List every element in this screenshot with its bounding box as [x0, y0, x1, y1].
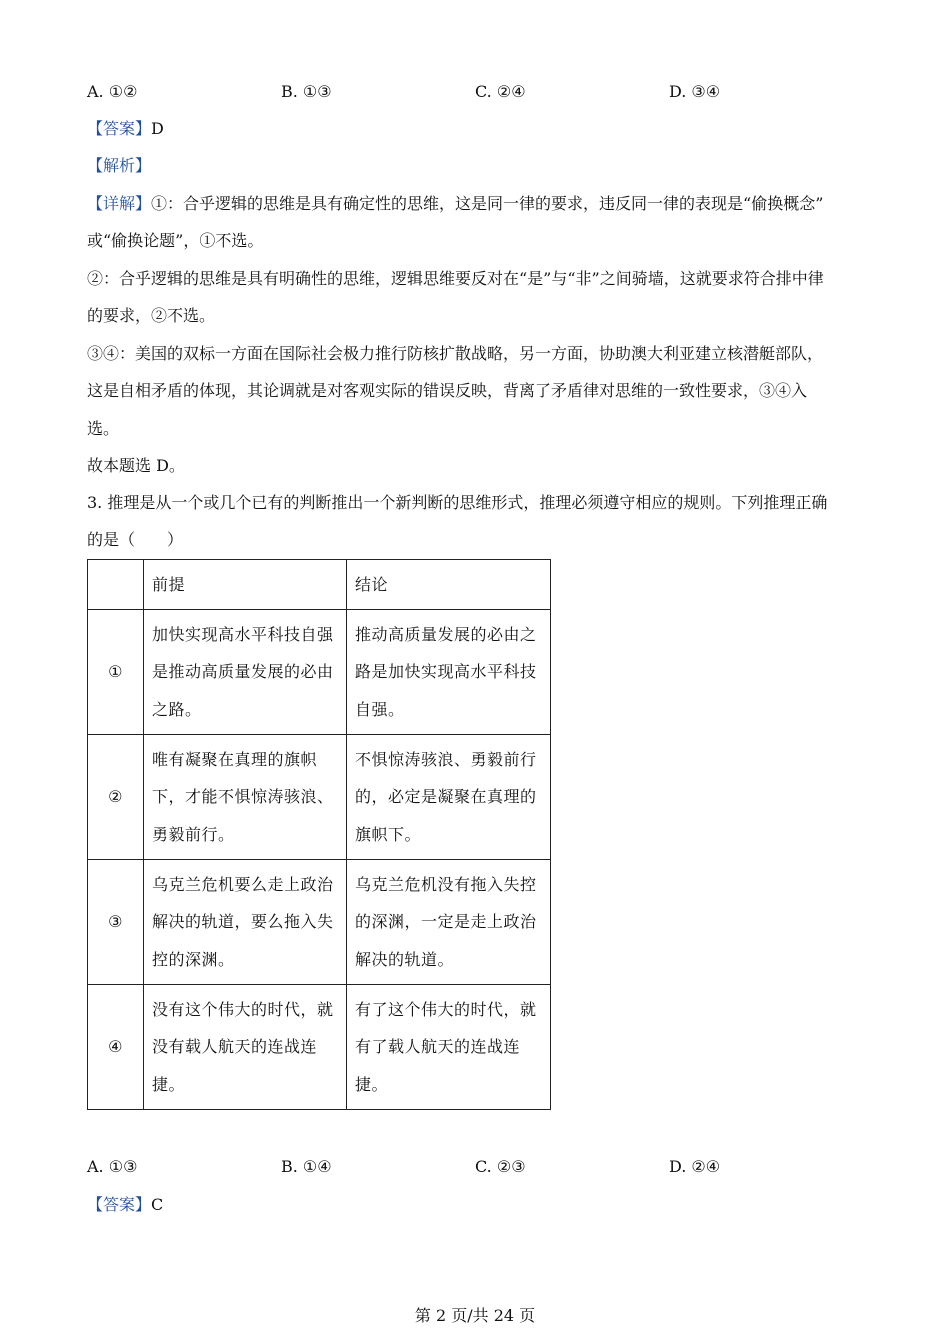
cell-line: 没有载人航天的连战连	[152, 1037, 318, 1057]
q2-option-c: C. ②④	[475, 82, 526, 101]
header-cell-empty	[88, 560, 144, 610]
cell-line: 是推动高质量发展的必由	[152, 662, 334, 682]
page-footer: 第 2 页/共 24 页	[414, 1306, 536, 1325]
cell-line: 唯有凝聚在真理的旗帜	[152, 749, 318, 769]
premise-cell	[144, 735, 347, 860]
cell-line: 推动高质量发展的必由之	[355, 624, 537, 644]
q2-analysis-tag: 【解析】	[87, 156, 152, 175]
answer-value: C	[151, 1195, 164, 1214]
q2-detail-line: 选。	[87, 419, 120, 438]
table-row	[88, 985, 551, 1110]
conclusion-cell	[347, 860, 551, 985]
q2-conclusion: 故本题选 D。	[87, 456, 185, 475]
conclusion-cell	[347, 610, 551, 735]
cell-line: 勇毅前行。	[152, 824, 235, 844]
cell-line: 之路。	[152, 699, 202, 719]
q2-option-a: A. ①②	[87, 82, 138, 101]
row-number: ③	[88, 860, 144, 985]
row-number: ①	[88, 610, 144, 735]
cell-line: 不惧惊涛骇浪、勇毅前行	[355, 749, 537, 769]
q3-answer	[87, 1194, 163, 1216]
q2-option-d: D. ③④	[669, 82, 721, 101]
cell-line: 的，必定是凝聚在真理的	[355, 787, 537, 807]
detail-text: ①：合乎逻辑的思维是具有确定性的思维，这是同一律的要求，违反同一律的表现是“偷换概念”	[151, 194, 824, 213]
premise-cell	[144, 985, 347, 1110]
cell-line: 没有这个伟大的时代，就	[152, 999, 334, 1019]
cell-line: 加快实现高水平科技自强	[152, 624, 334, 644]
cell-line: 控的深渊。	[152, 949, 235, 969]
q3-stem-line: 3. 推理是从一个或几个已有的判断推出一个新判断的思维形式，推理必须遵守相应的规则。下列推理正确	[87, 493, 828, 512]
conclusion-cell	[347, 985, 551, 1110]
q2-answer	[87, 118, 164, 140]
table-row	[88, 610, 551, 735]
row-number: ②	[88, 735, 144, 860]
table-row	[88, 735, 551, 860]
header-conclusion: 结论	[347, 560, 551, 610]
q2-detail-line: ③④：美国的双标一方面在国际社会极力推行防核扩散战略，另一方面，协助澳大利亚建立核潜艇部队，	[87, 344, 824, 363]
answer-tag: 【答案】	[87, 1195, 152, 1214]
answer-tag: 【答案】	[87, 119, 152, 138]
detail-tag: 【详解】	[87, 194, 152, 213]
q2-detail-line: 的要求，②不选。	[87, 306, 216, 325]
cell-line: 乌克兰危机没有拖入失控	[355, 874, 537, 894]
q3-option-d: D. ②④	[669, 1157, 721, 1176]
table-row	[88, 860, 551, 985]
cell-line: 乌克兰危机要么走上政治	[152, 874, 334, 894]
q2-detail-line: 或“偷换论题”，①不选。	[87, 231, 264, 250]
row-number: ④	[88, 985, 144, 1110]
cell-line: 捷。	[152, 1074, 186, 1094]
cell-line: 捷。	[355, 1074, 389, 1094]
cell-line: 解决的轨道。	[355, 949, 455, 969]
conclusion-cell	[347, 735, 551, 860]
premise-cell	[144, 860, 347, 985]
q3-option-c: C. ②③	[475, 1157, 526, 1176]
cell-line: 旗帜下。	[355, 824, 422, 844]
cell-line: 路是加快实现高水平科技	[355, 662, 537, 682]
q2-detail-line: ②：合乎逻辑的思维是具有明确性的思维，逻辑思维要反对在“是”与“非”之间骑墙，这就要求符合排中律	[87, 269, 824, 288]
answer-value: D	[151, 119, 164, 138]
cell-line: 下，才能不惧惊涛骇浪、	[152, 787, 334, 807]
header-premise: 前提	[144, 560, 347, 610]
q2-detail-line	[87, 193, 823, 215]
cell-line: 有了载人航天的连战连	[355, 1037, 521, 1057]
cell-line: 自强。	[355, 699, 405, 719]
q3-option-b: B. ①④	[281, 1157, 332, 1176]
cell-line: 有了这个伟大的时代，就	[355, 999, 537, 1019]
table-header-row	[88, 560, 551, 610]
cell-line: 解决的轨道，要么拖入失	[152, 912, 334, 932]
q3-option-a: A. ①③	[87, 1157, 138, 1176]
q3-reasoning-table	[87, 559, 551, 1110]
q3-stem-line: 的是（ ）	[87, 530, 184, 549]
q2-detail-line: 这是自相矛盾的体现，其论调就是对客观实际的错误反映，背离了矛盾律对思维的一致性要求，③④入	[87, 381, 808, 400]
cell-line: 的深渊，一定是走上政治	[355, 912, 537, 932]
premise-cell	[144, 610, 347, 735]
q2-option-b: B. ①③	[281, 82, 332, 101]
